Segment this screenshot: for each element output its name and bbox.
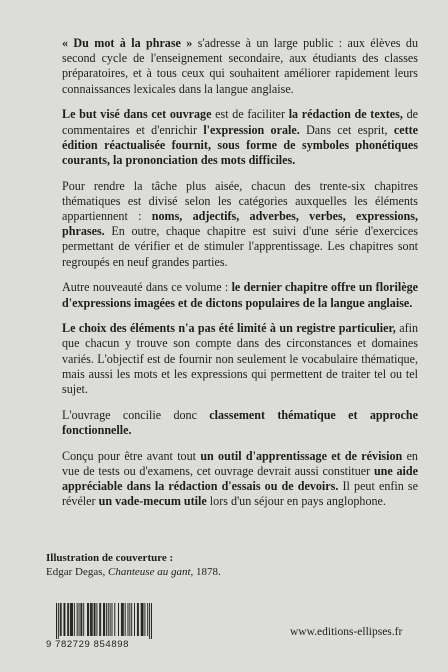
text-run: lors d'un séjour en pays anglophone.: [206, 494, 386, 509]
bold-phrase: classement thématique et approche fonctionnelle.: [62, 407, 419, 437]
paragraph: [62, 449, 418, 510]
bold-phrase: un outil d'apprentissage et de révision: [200, 448, 403, 463]
text-run: Dans cet esprit,: [299, 122, 394, 137]
text-run: Conçu pour être avant tout: [62, 448, 201, 463]
isbn-barcode: [46, 601, 160, 653]
back-cover-text: [62, 36, 418, 520]
text-run: Autre nouveauté dans ce volume :: [62, 280, 232, 295]
paragraph: [62, 321, 418, 397]
paragraph: [62, 408, 418, 438]
text-run: afin que chacun y trouve son compte dans des circonstances et domaines variés. L'objectif est de fournir non seulement le vocabulaire thématique, mais aussi les mots et les expressions qui permettent de traiter tel ou tel sujet.: [62, 321, 419, 397]
bold-phrase: Le but visé dans cet ouvrage: [62, 107, 212, 122]
bold-phrase: Le choix des éléments n'a pas été limité à un registre particulier,: [62, 321, 396, 336]
credit-title: Illustration de couverture :: [46, 552, 174, 564]
bold-phrase: le dernier chapitre offre un florilège d'expressions imagées et de dictons populaires de la langue anglaise.: [62, 280, 418, 310]
paragraph: [62, 280, 418, 310]
bold-phrase: la rédaction de textes,: [288, 107, 403, 122]
text-run: s'adresse à un large public : aux élèves du second cycle de l'enseignement secondaire, aux étudiants des classes préparatoires, et à tous ceux qui souhaitent améliorer rapidement leurs connaissances lexicales dans la langue anglaise.: [62, 36, 418, 96]
cover-illustration-credit: [46, 551, 221, 579]
text-run: Pour rendre la tâche plus aisée, chacun des trente-six chapitres thématiques est divisé selon les catégories auxquelles les éléments appartiennent :: [62, 178, 418, 224]
barcode-bars: [56, 603, 152, 639]
bold-phrase: un vade-mecum utile: [98, 494, 207, 509]
bold-phrase: cette édition réactualisée fournit, sous forme de symboles phonétiques courants, la prononciation des mots difficiles.: [62, 122, 418, 167]
credit-artist: Edgar Degas,: [46, 566, 109, 578]
barcode-digits: 9 782729 854898: [46, 639, 129, 650]
paragraph: [62, 107, 418, 168]
text-run: de commentaires et d'enrichir: [62, 107, 418, 137]
bold-phrase: l'expression orale.: [203, 122, 300, 137]
paragraph: [62, 179, 418, 270]
text-run: en vue de tests ou d'examens, cet ouvrage devrait aussi constituer: [62, 448, 418, 478]
bold-phrase: « Du mot à la phrase »: [62, 36, 193, 50]
text-run: En outre, chaque chapitre est suivi d'une série d'exercices permettant de vérifier et de stimuler l'apprentissage. Les chapitres sont regroupés en neuf grandes parties.: [62, 224, 418, 269]
publisher-website: www.editions-ellipses.fr: [290, 626, 403, 638]
text-run: L'ouvrage concilie donc: [62, 407, 210, 422]
credit-line: [46, 566, 221, 578]
credit-work-title: Chanteuse au gant: [108, 566, 191, 578]
bold-phrase: noms, adjectifs, adverbes, verbes, expressions, phrases.: [62, 209, 418, 239]
text-run: Il peut enfin se révéler: [62, 479, 418, 509]
paragraph: [62, 36, 418, 97]
credit-year: , 1878.: [190, 566, 221, 578]
text-run: est de faciliter: [211, 107, 289, 122]
bold-phrase: une aide appréciable dans la rédaction d'essais ou de devoirs.: [62, 463, 418, 494]
